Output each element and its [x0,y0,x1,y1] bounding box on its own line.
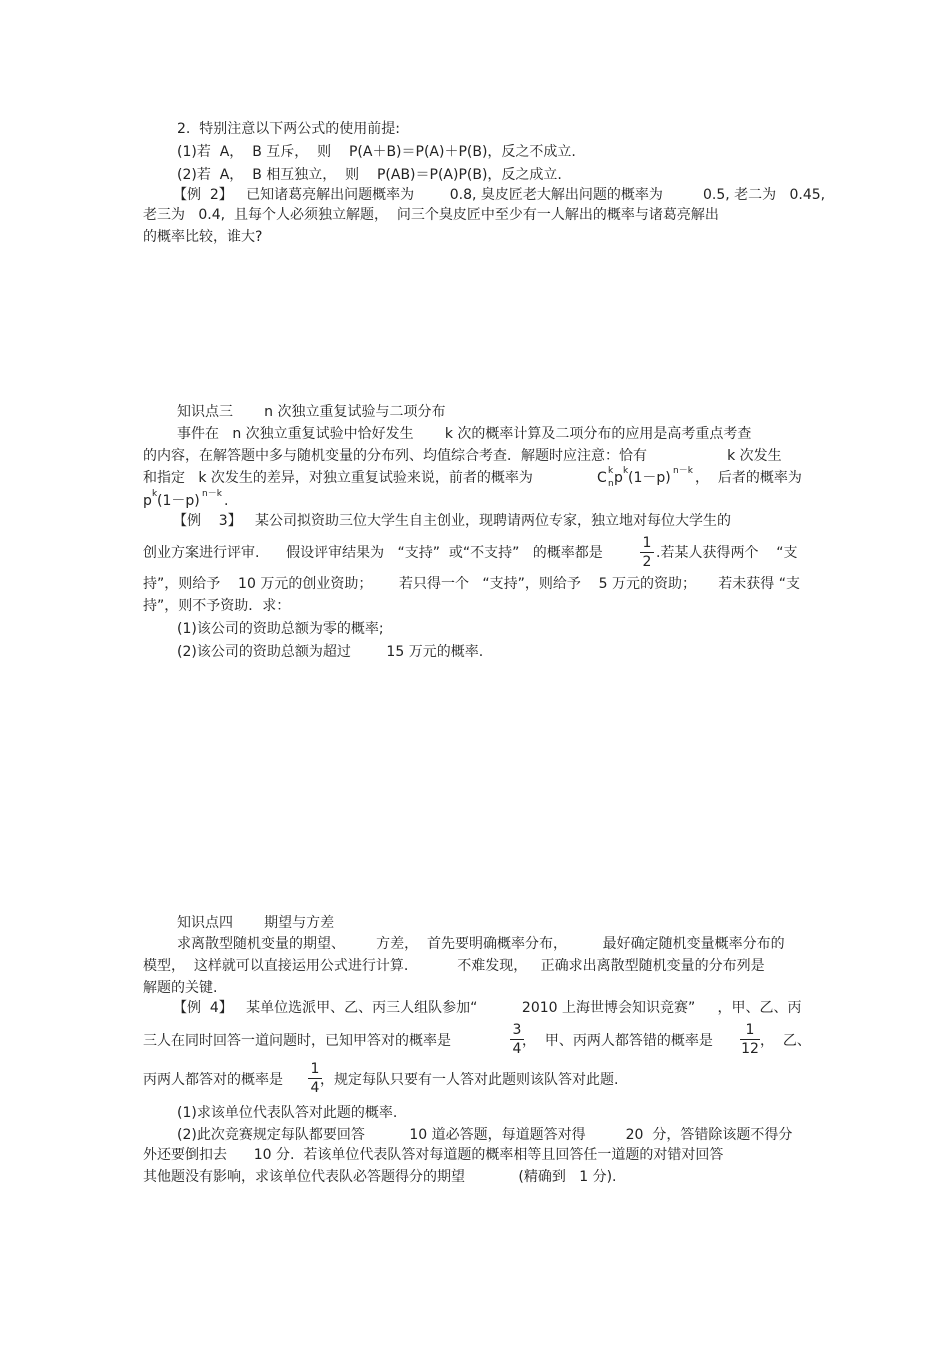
section-3-para-line-1: 事件在 n 次独立重复试验中恰好发生 k 次的概率计算及二项分布的应用是高考重点考查 [177,426,752,442]
formula-2-end: . [224,493,229,509]
fraction-numerator: 1 [642,535,652,551]
example-3-line-1: 【例 3】 某公司拟资助三位大学生自主创业，现聘请两位专家，独立地对每位大学生的 [173,513,732,529]
section-4-para-line-3: 解题的关键. [143,980,218,996]
formula-p: p [614,470,623,486]
note-item-2: (2)若 A， B 相互独立， 则 P(AB)＝P(A)P(B)，反之成立. [177,167,562,183]
formula-exp: n－k [673,466,693,476]
example-3-line-2: 创业方案进行评审. 假设评审结果为 “支持” 或“不支持” 的概率都是 [143,545,603,561]
fraction-denominator: 2 [642,554,652,570]
formula-c-n: n [608,479,614,489]
example-2-line-2: 老三为 0.4, 且每个人必须独立解题， 问三个臭皮匠中至少有一人解出的概率与诸葛亮解出 [143,207,719,223]
note-heading: 2. 特别注意以下两公式的使用前提: [177,121,400,137]
example-3-question-2: (2)该公司的资助总额为超过 15 万元的概率. [177,644,484,660]
example-3-line-4: 持”，则不予资助．求： [143,598,291,614]
fraction-numerator: 3 [512,1022,522,1038]
fraction-bar [740,1039,760,1040]
formula-c: C [597,470,607,486]
example-3-question-1: (1)该公司的资助总额为零的概率; [177,621,384,637]
example-4-question-2-line-1: (2)此次竞赛规定每队都要回答 10 道必答题，每道题答对得 20 分，答错除该题不得分 [177,1127,793,1143]
fraction-numerator: 1 [745,1022,755,1038]
fraction-denominator: 12 [741,1041,759,1057]
formula-2-exp: n－k [202,489,222,499]
section-3-para-line-2: 的内容，在解答题中多与随机变量的分布列、均值综合考查．解题时应注意：恰有 k 次发生 [143,448,782,464]
fraction-bar [640,552,654,553]
formula-rest: (1－p) [628,470,671,486]
fraction-one-half [640,535,654,570]
example-4-line-1: 【例 4】 某单位选派甲、乙、丙三人组队参加“ 2010 上海世博会知识竞赛” ，甲、乙、丙 [173,1000,802,1016]
fraction-numerator: 1 [310,1061,320,1077]
example-4-line-3: 丙两人都答对的概率是 [143,1072,283,1088]
example-4-line-3-end: ，规定每队只要有一人答对此题则该队答对此题. [320,1072,619,1088]
formula-2-p: p [143,493,152,509]
fraction-denominator: 4 [512,1041,522,1057]
example-4-question-2-line-3: 其他题没有影响，求该单位代表队必答题得分的期望 (精确到 1 分). [143,1169,617,1185]
example-4-line-2-mid: ， 甲、丙两人都答错的概率是 [522,1033,713,1049]
formula-2-rest: (1－p) [157,493,200,509]
formula-2-p-k: k [152,489,158,499]
fraction-denominator: 4 [310,1080,320,1096]
example-2-line-1: 【例 2】 已知诸葛亮解出问题概率为 0.8, 臭皮匠老大解出问题的概率为 0.5, 老二为 0.45, [173,187,826,203]
formula-p-k: k [623,466,629,476]
example-3-line-2-end: .若某人获得两个 “支 [656,545,798,561]
section-4-para-line-2: 模型， 这样就可以直接运用公式进行计算. 不难发现， 正确求出离散型随机变量的分布列是 [143,958,765,974]
example-2-line-3: 的概率比较，谁大? [143,229,263,245]
formula-c-k: k [608,466,614,476]
note-item-1: (1)若 A， B 互斥， 则 P(A＋B)＝P(A)＋P(B)，反之不成立. [177,144,576,160]
section-3-heading: 知识点三 n 次独立重复试验与二项分布 [177,404,446,420]
fraction-one-twelfth [740,1022,760,1057]
section-4-para-line-1: 求离散型随机变量的期望、 方差， 首先要明确概率分布， 最好确定随机变量概率分布的 [177,936,785,952]
section-3-para-line-3: 和指定 k 次发生的差异，对独立重复试验来说，前者的概率为 [143,470,533,486]
section-4-heading: 知识点四 期望与方差 [177,915,335,931]
example-3-line-3: 持”，则给予 10 万元的创业资助； 若只得一个 “支持”，则给予 5 万元的资助； 若未获得 “支 [143,576,800,592]
example-4-line-2: 三人在同时回答一道问题时，已知甲答对的概率是 [143,1033,451,1049]
example-4-line-2-end: ， 乙、 [760,1033,811,1049]
section-3-para-line-3-end: ， 后者的概率为 [695,470,802,486]
example-4-question-2-line-2: 外还要倒扣去 10 分. 若该单位代表队答对每道题的概率相等且回答任一道题的对错对回答 [143,1147,724,1163]
example-4-question-1: (1)求该单位代表队答对此题的概率. [177,1105,398,1121]
